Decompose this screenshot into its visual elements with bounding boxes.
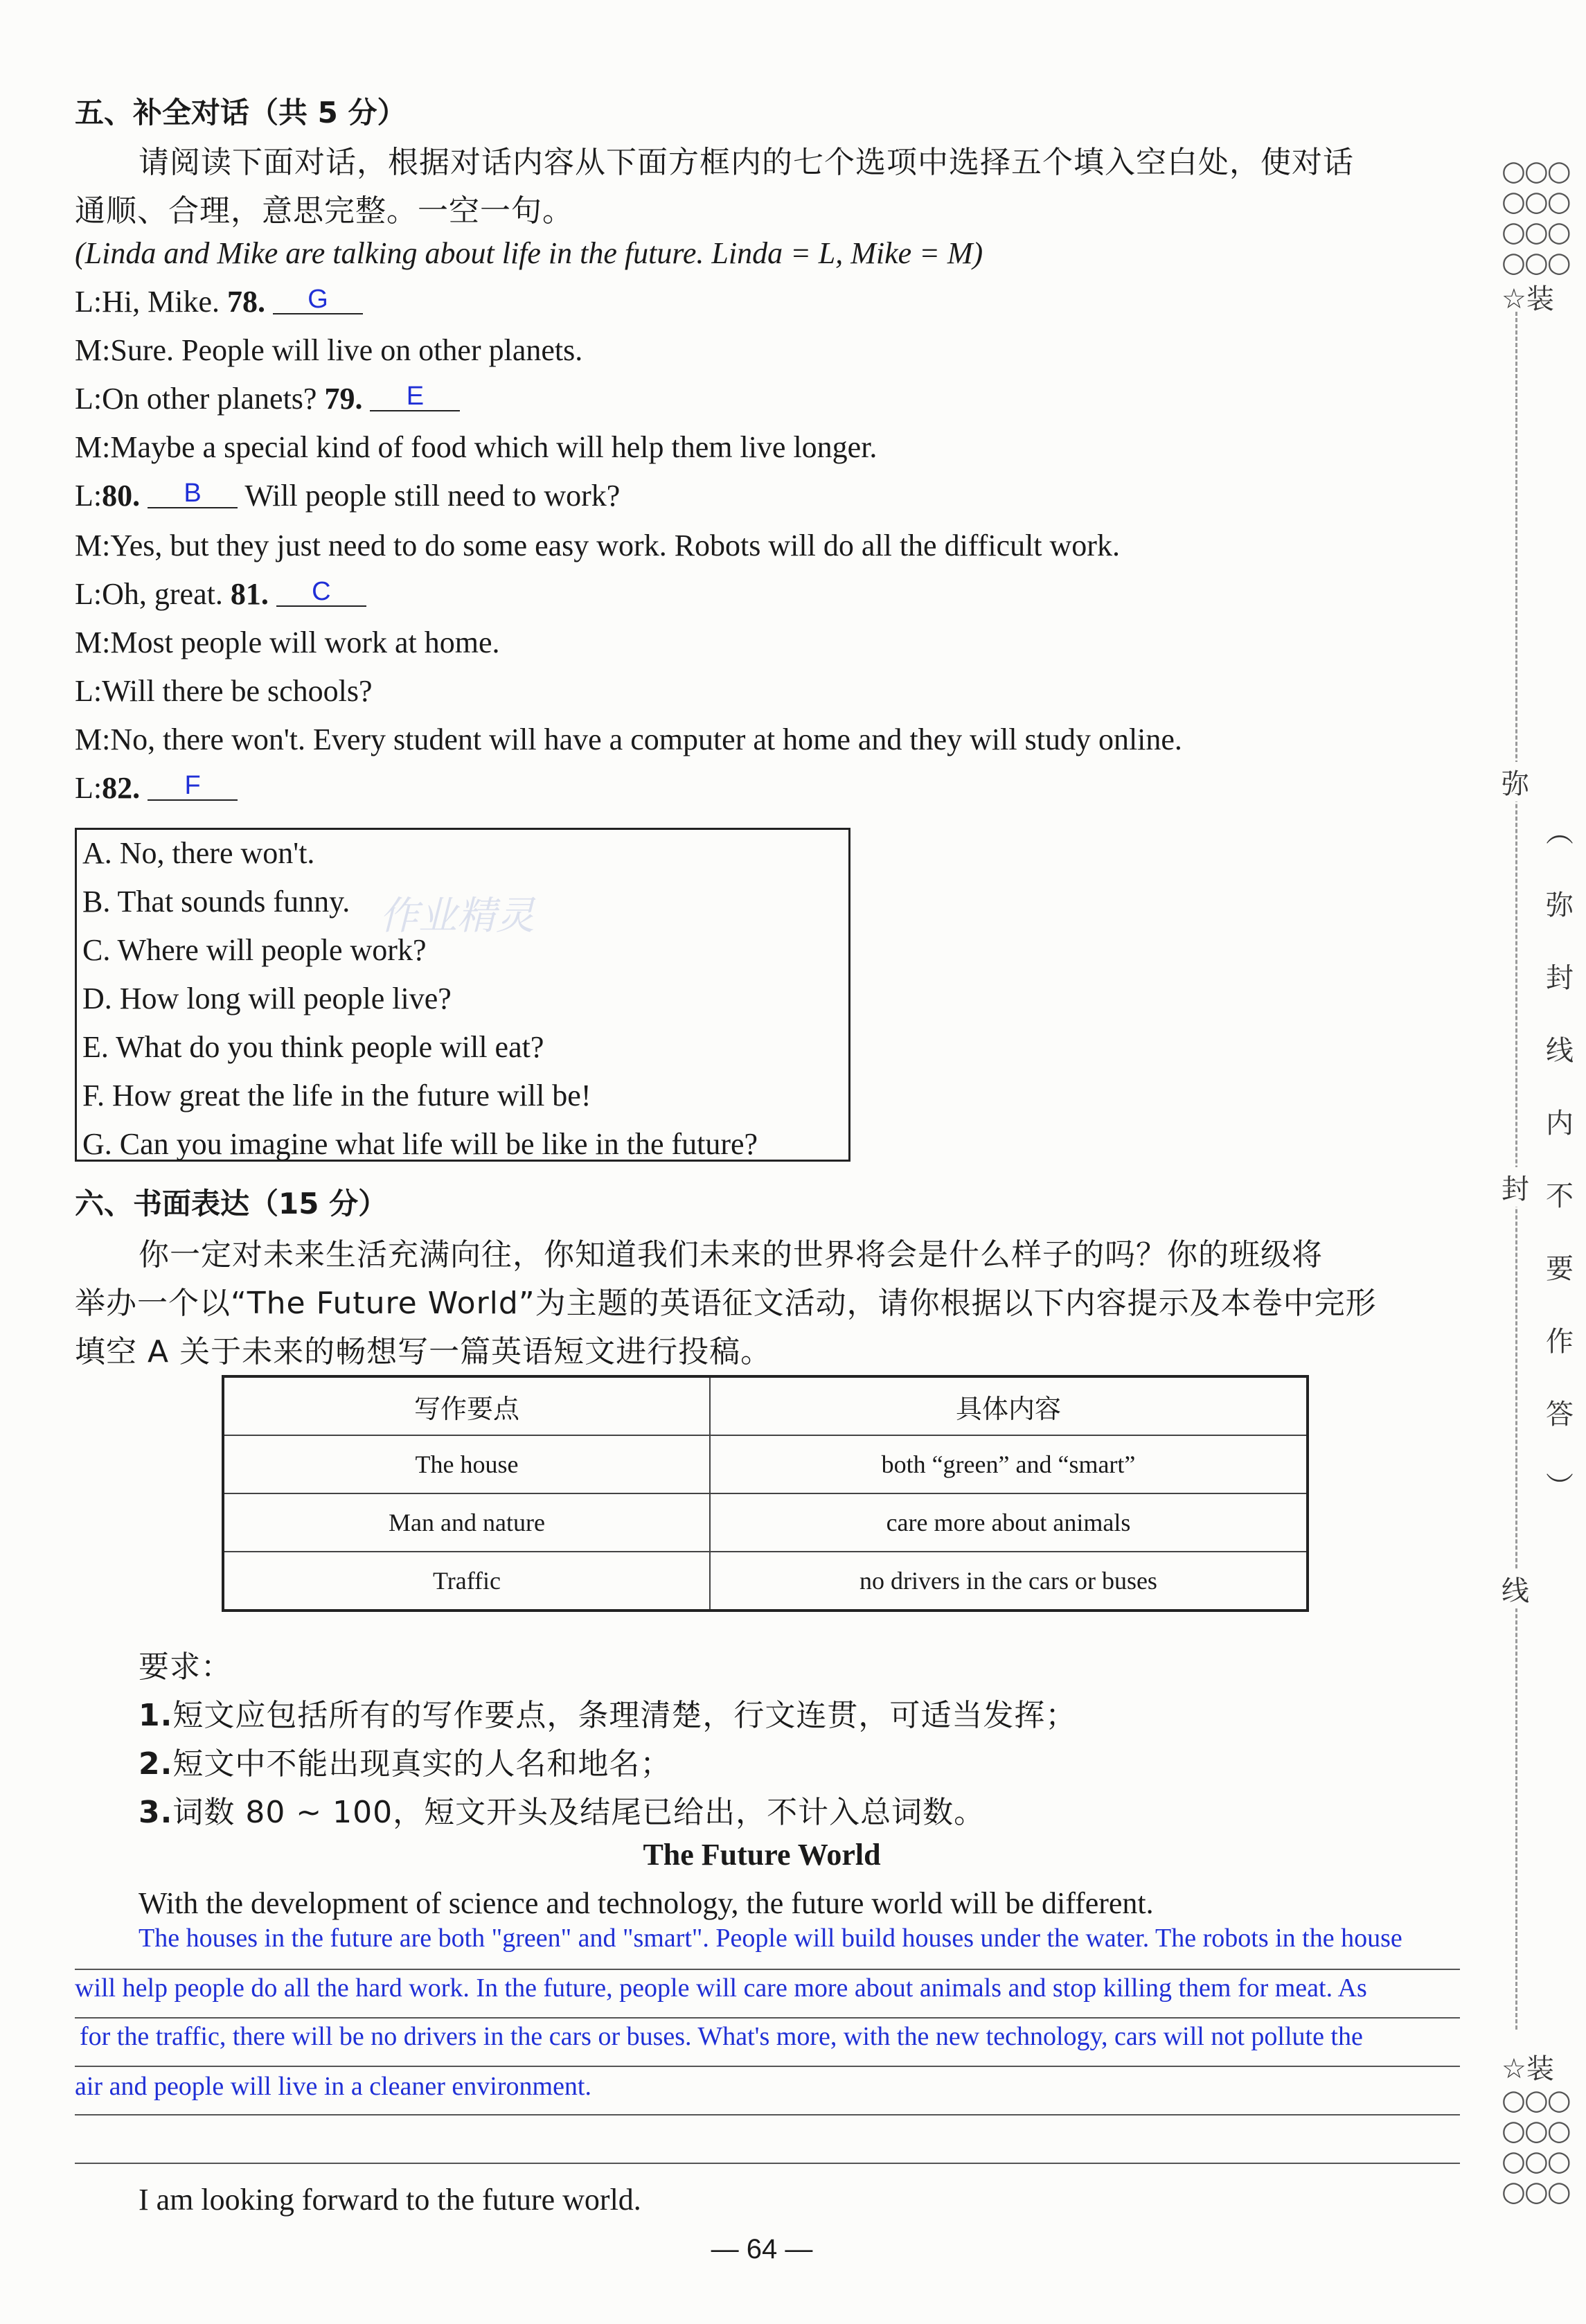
answer-blank[interactable]: E [370,382,460,411]
watermark: 作业精灵 [380,894,535,939]
dialogue-line [75,770,238,806]
binding-circles: ○○○ ○○○ ○○○ ○○○ [1502,2084,1570,2208]
blank-number: 78. [227,285,265,319]
speaker-label: M: [75,626,111,659]
dialogue-text: Sure. People will live on other planets. [110,333,583,367]
table-cell: Traffic [223,1552,710,1611]
vertical-note-char: 作 [1546,1326,1574,1358]
section5-context: (Linda and Mike are talking about life in the future. Linda = L, Mike = M) [75,236,983,270]
blank-number: 79. [324,382,363,416]
option-item: B. That sounds funny. [82,885,350,919]
vertical-note-char: 弥 [1546,889,1574,921]
essay-opening: With the development of science and technology, the future world will be different. [139,1886,1154,1920]
binding-mark-bottom: ☆装 [1502,2053,1554,2085]
essay-answer-line: for the traffic, there will be no drivers in the cars or buses. What's more, with the new technology, cars will not pollute the [80,2022,1363,2051]
vertical-note-char: 封 [1546,962,1574,994]
section6-prompt-1: 你一定对未来生活充满向往，你知道我们未来的世界将会是什么样子的吗？你的班级将 [139,1237,1323,1272]
table-row [223,1552,1308,1611]
binding-label-xian: 线 [1502,1569,1529,1608]
vertical-note-char: 要 [1546,1253,1574,1285]
table-header: 写作要点 [223,1376,710,1435]
dialogue-line [75,576,366,612]
speaker-label: M: [75,430,111,464]
binding-label-feng: 封 [1502,1167,1529,1207]
blank-number: 80. [102,479,141,513]
binding-circles: ○○○ ○○○ ○○○ ○○○ [1502,155,1570,278]
binding-label-mi: 弥 [1502,762,1529,801]
requirement-item: 3.词数 80 ~ 100，短文开头及结尾已给出，不计入总词数。 [139,1795,986,1830]
essay-answer-line: air and people will live in a cleaner environment. [75,2072,591,2101]
answer-blank[interactable]: G [273,285,363,314]
vertical-note-char: ︵ [1546,817,1574,849]
dialogue-line [75,381,460,416]
requirements-title: 要求： [139,1649,232,1685]
dialogue-text: Hi, Mike. [102,285,227,319]
dialogue-text: On other planets? [102,382,325,416]
vertical-note-char: 线 [1546,1035,1574,1067]
option-item: E. What do you think people will eat? [82,1030,544,1064]
answer-blank[interactable]: C [276,578,366,607]
essay-closing: I am looking forward to the future world. [139,2183,641,2217]
speaker-label: M: [75,529,111,562]
dialogue-line [75,284,363,319]
table-cell: Man and nature [223,1493,710,1552]
dialogue-line [75,625,500,660]
essay-writing-line [75,2163,1460,2164]
vertical-note-char: 不 [1546,1180,1574,1212]
option-item: F. How great the life in the future will be! [82,1079,591,1112]
dialogue-line [75,429,877,465]
writing-points-table [222,1375,1309,1612]
dialogue-text: Yes, but they just need to do some easy work. Robots will do all the difficult work. [110,529,1120,562]
dialogue-text: Most people will work at home. [110,626,500,659]
speaker-label: L: [75,771,103,805]
dialogue-line [75,722,1182,757]
speaker-label: L: [75,674,103,708]
speaker-label: L: [75,479,103,513]
essay-title: The Future World [643,1838,881,1872]
section5-title: 五、补全对话（共 5 分） [75,96,407,130]
section6-prompt-2: 举办一个以“The Future World”为主题的英语征文活动，请你根据以下内容提示及本卷中完形 [75,1286,1377,1321]
speaker-label: L: [75,285,103,319]
requirement-item: 1.短文应包括所有的写作要点，条理清楚，行文连贯，可适当发挥； [139,1698,1077,1733]
speaker-label: L: [75,577,103,611]
essay-writing-line [75,2066,1460,2067]
speaker-label: L: [75,382,103,416]
table-row [223,1435,1308,1493]
dialogue-text: Will people still need to work? [238,479,621,513]
requirement-item: 2.短文中不能出现真实的人名和地名； [139,1746,672,1782]
essay-writing-line [75,1969,1460,1970]
dialogue-text: No, there won't. Every student will have a computer at home and they will study online. [110,722,1182,756]
essay-answer-line: will help people do all the hard work. In the future, people will care more about animals and stop killing them for meat. As [75,1973,1367,2003]
dialogue-text: Maybe a special kind of food which will help them live longer. [110,430,877,464]
option-item: D. How long will people live? [82,982,452,1015]
table-cell: no drivers in the cars or buses [710,1552,1308,1611]
essay-writing-line [75,2017,1460,2019]
table-row [223,1493,1308,1552]
dialogue-text: Will there be schools? [102,674,373,708]
table-header-row [223,1376,1308,1435]
table-cell: both “green” and “smart” [710,1435,1308,1493]
vertical-note-char: 内 [1546,1108,1574,1139]
blank-number: 82. [102,771,141,805]
option-item: A. No, there won't. [82,836,315,870]
section6-title: 六、书面表达（15 分） [75,1187,388,1221]
dialogue-line [75,332,582,368]
option-item: G. Can you imagine what life will be like in the future? [82,1127,758,1161]
section5-instruction-1: 请阅读下面对话，根据对话内容从下面方框内的七个选项中选择五个填入空白处，使对话 [139,145,1354,180]
answer-blank[interactable]: B [148,479,238,508]
dialogue-line [75,673,373,709]
table-header: 具体内容 [710,1376,1308,1435]
options-box [75,828,850,1162]
option-item: C. Where will people work? [82,933,427,967]
speaker-label: M: [75,333,111,367]
section5-instruction-2: 通顺、合理，意思完整。一空一句。 [75,193,573,229]
speaker-label: M: [75,722,111,756]
section6-prompt-3: 填空 A 关于未来的畅想写一篇英语短文进行投稿。 [75,1334,772,1369]
dialogue-line [75,528,1120,563]
binding-mark-top: ☆装 [1502,283,1554,315]
vertical-note-char: ︶ [1546,1471,1574,1503]
dialogue-text: Oh, great. [102,577,231,611]
page-number: — 64 — [711,2234,813,2264]
vertical-note-char: 答 [1546,1399,1574,1430]
table-cell: care more about animals [710,1493,1308,1552]
binding-margin [1502,0,1586,2324]
dialogue-line [75,478,620,513]
essay-answer-line: The houses in the future are both "green" and "smart". People will build houses under the water. The robots in the house [139,1924,1402,1953]
blank-number: 81. [230,577,269,611]
answer-blank[interactable]: F [148,772,238,801]
table-cell: The house [223,1435,710,1493]
essay-writing-line [75,2114,1460,2115]
